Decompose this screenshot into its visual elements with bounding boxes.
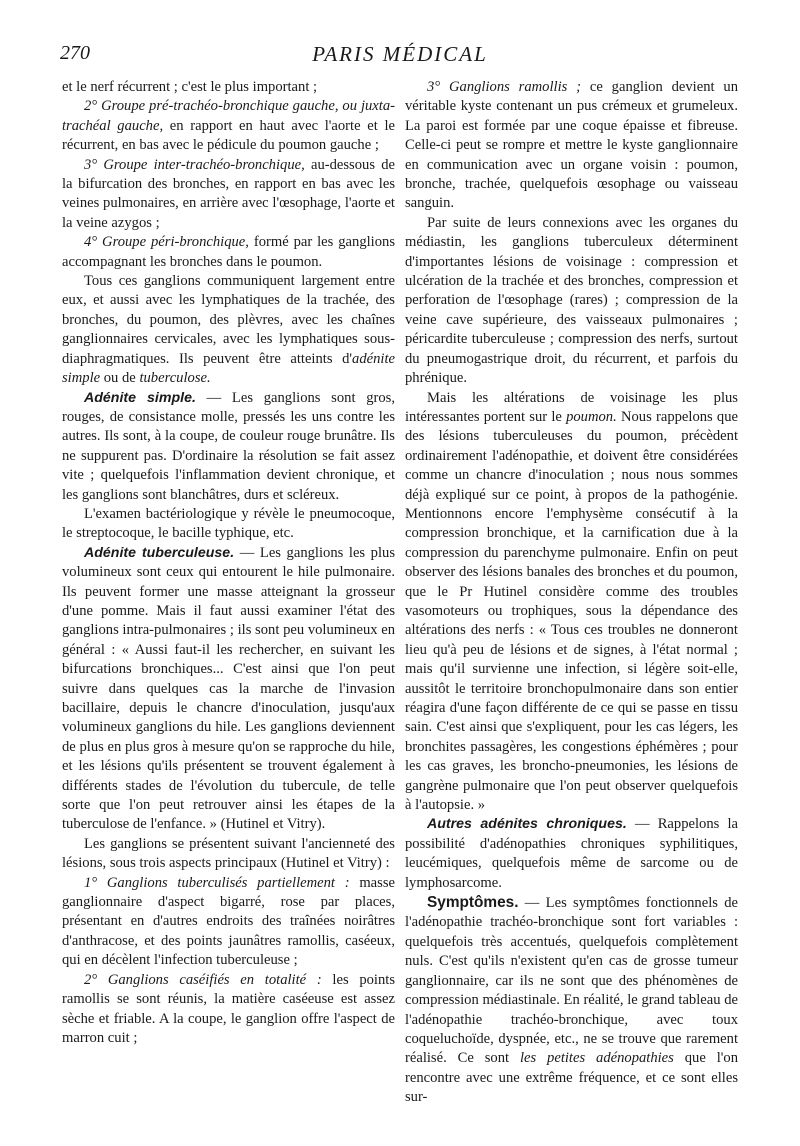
- paragraph: 1° Ganglions tuberculisés partiellement : masse ganglionnaire d'aspect bigarré, rose par places, présentant en d'autres endroits des traînées noirâtres d'anthracose, et des points jaunâtres ramollis, caséeux, qui en décèlent l'infection tuberculeuse ;: [62, 874, 395, 969]
- paragraph: Par suite de leurs connexions avec les organes du médiastin, les ganglions tuberculeux déterminent d'importantes lésions de voisinage : compression et ulcération de la trachée et des bronches, compression et perforation de l'œsophage (rares) ; compression de la veine cave supérieure, des vaisseaux pulmonaires ; péricardite tuberculeuse ; compression des nerfs, surtout du pneumogastrique droit, du récurrent, et parfois du phrénique.: [405, 214, 738, 387]
- list-label: 1° Ganglions tuberculisés partiellement :: [84, 874, 350, 891]
- paragraph: L'examen bactériologique y révèle le pneumocoque, le streptocoque, le bacille typhique, etc.: [62, 505, 395, 542]
- paragraph: Les ganglions se présentent suivant l'ancienneté des lésions, sous trois aspects principaux (Hutinel et Vitry) :: [62, 835, 395, 872]
- list-label: 2° Groupe pré-trachéo-bronchique gauche, ou juxta-trachéal gauche,: [62, 98, 395, 134]
- paragraph: 3° Groupe inter-trachéo-bronchique, au-dessous de la bifurcation des bronches, en rapport en bas avec les veines pulmonaires, en arrière avec l'œsophage, l'aorte et la veine azygos ;: [62, 156, 395, 231]
- section-heading: Adénite simple.: [84, 389, 196, 406]
- list-label: 2° Ganglions caséifiés en totalité :: [84, 971, 322, 988]
- paragraph: Mais les altérations de voisinage les plus intéressantes portent sur le poumon. Nous rappelons que des lésions tuberculeuses du poumon, précèdent ordinairement l'adénopathie, et doivent être considérées comme un chancre d'inoculation ; nous nous sommes déjà expliqué sur ce point, à propos de la pathogénie. Mentionnons encore l'emphysème consécutif à la compression bronchique, et la carnification due à la compression du parenchyme pulmonaire. Enfin on peut observer des lésions banales des bronches et du poumon, que le Pr Hutinel considère comme des troubles vasomoteurs ou trophiques, sous la dépendance des altérations des nerfs : « Tous ces troubles ne donneront lieu qu'à peu de lésions et de signes, à l'état normal ; mais qu'il survienne une infection, si légère soit-elle, aussitôt le territoire bronchopulmonaire dans son entier réagira d'une façon différente de ce qui se passe en tissu sain. C'est ainsi que s'expliquent, pour les cas légers, les bronchites passagères, les congestions éphémères ; pour les cas graves, les broncho-pneumonies, les lésions de gangrène pulmonaire que l'on peut observer quelquefois à l'autopsie. »: [405, 389, 738, 814]
- section-heading: Symptômes.: [427, 894, 519, 912]
- paragraph: Adénite tuberculeuse. — Les ganglions les plus volumineux sont ceux qui entourent le hile pulmonaire. Ils peuvent former une masse atteignant la grosseur d'une pomme. Mais il faut aussi examiner l'état des ganglions intra-pulmonaires ; ils sont peu volumineux en général : « Aussi faut-il les rechercher, en suivant les bifurcations bronchiques... C'est ainsi que l'on peut suivre dans quelques cas la marche de l'invasion bacillaire, depuis le chancre d'inoculation, jusqu'aux volumineux ganglions du hile. Les ganglions deviennent de plus en plus gros à mesure qu'on se rapproche du hile, et les lésions qu'ils présentent se trouvent également à différents stades de l'évolution du tubercule, de telle sorte que l'on peut retrouver ainsi les étapes de la tuberculose de l'enfance. » (Hutinel et Vitry).: [62, 544, 396, 833]
- paragraph: et le nerf récurrent ; c'est le plus important ;: [62, 79, 318, 95]
- paragraph: 3° Ganglions ramollis ; ce ganglion devient un véritable kyste contenant un pus crémeux et grumeleux. La paroi est formée par une coque épaisse et fibreuse. Celle-ci peut se rompre et mettre le kyste ganglionnaire en communication avec un organe voisin : poumon, bronche, trachée, quelquefois œsophage ou vaisseau sanguin.: [405, 79, 738, 212]
- section-heading: Autres adénites chroniques.: [427, 816, 627, 833]
- page-number: 270: [60, 42, 90, 64]
- paragraph: 2° Groupe pré-trachéo-bronchique gauche, ou juxta-trachéal gauche, en rapport en haut avec l'aorte et le récurrent, en bas avec le pédicule du poumon gauche ;: [62, 98, 395, 154]
- paragraph: 2° Ganglions caséifiés en totalité : les points ramollis se sont réunis, la matière caséeuse est assez sèche et friable. A la coupe, le ganglion offre l'aspect de marron cuit ;: [62, 971, 396, 1046]
- left-column: [62, 78, 395, 1048]
- running-title: PARIS MÉDICAL: [312, 42, 488, 66]
- paragraph: Autres adénites chroniques. — Rappelons la possibilité d'adénopathies chroniques syphilitiques, leucémiques, quelquefois même de sarcome ou de lymphosarcome.: [405, 816, 738, 891]
- paragraph: Adénite simple. — Les ganglions sont gros, rouges, de consistance molle, pressés les uns contre les autres. Ils sont, à la coupe, de couleur rouge brunâtre. Ils ne suppurent pas. D'ordinaire la résolution se fait assez vite ; quelquefois l'inflammation devient chronique, et les ganglions sont blanchâtres, durs et scléreux.: [62, 389, 395, 503]
- section-heading: Adénite tuberculeuse.: [84, 544, 235, 561]
- list-label: 4° Groupe péri-bronchique,: [84, 234, 249, 251]
- paragraph: 4° Groupe péri-bronchique, formé par les ganglions accompagnant les bronches dans le poumon.: [62, 234, 395, 270]
- list-label: 3° Ganglions ramollis ;: [427, 79, 582, 95]
- right-column: [405, 78, 738, 1108]
- paragraph: Symptômes. — Les symptômes fonctionnels de l'adénopathie trachéo-bronchique sont fort variables : quelquefois très accentués, quelquefois complètement nuls. C'est qu'ils n'existent qu'en cas de grosse tumeur ganglionnaire, car ils ne sont que des phénomènes de compression médiastinale. En réalité, le grand tableau de l'adénopathie trachéo-bronchique, avec toux coqueluchoïde, dyspnée, etc., ne se trouve que rarement réalisé. Ce sont les petites adénopathies que l'on rencontre avec une extrême fréquence, et ce sont elles sur-: [405, 894, 738, 1106]
- list-label: 3° Groupe inter-trachéo-bronchique,: [84, 156, 305, 173]
- paragraph: Tous ces ganglions communiquent largement entre eux, et aussi avec les lymphatiques de la trachée, des bronches, du poumon, des plèvres, avec les chaînes ganglionnaires cervicales, avec les lymphatiques sous-diaphragmatiques. Ils peuvent être atteints d'adénite simple ou de tuberculose.: [62, 273, 395, 387]
